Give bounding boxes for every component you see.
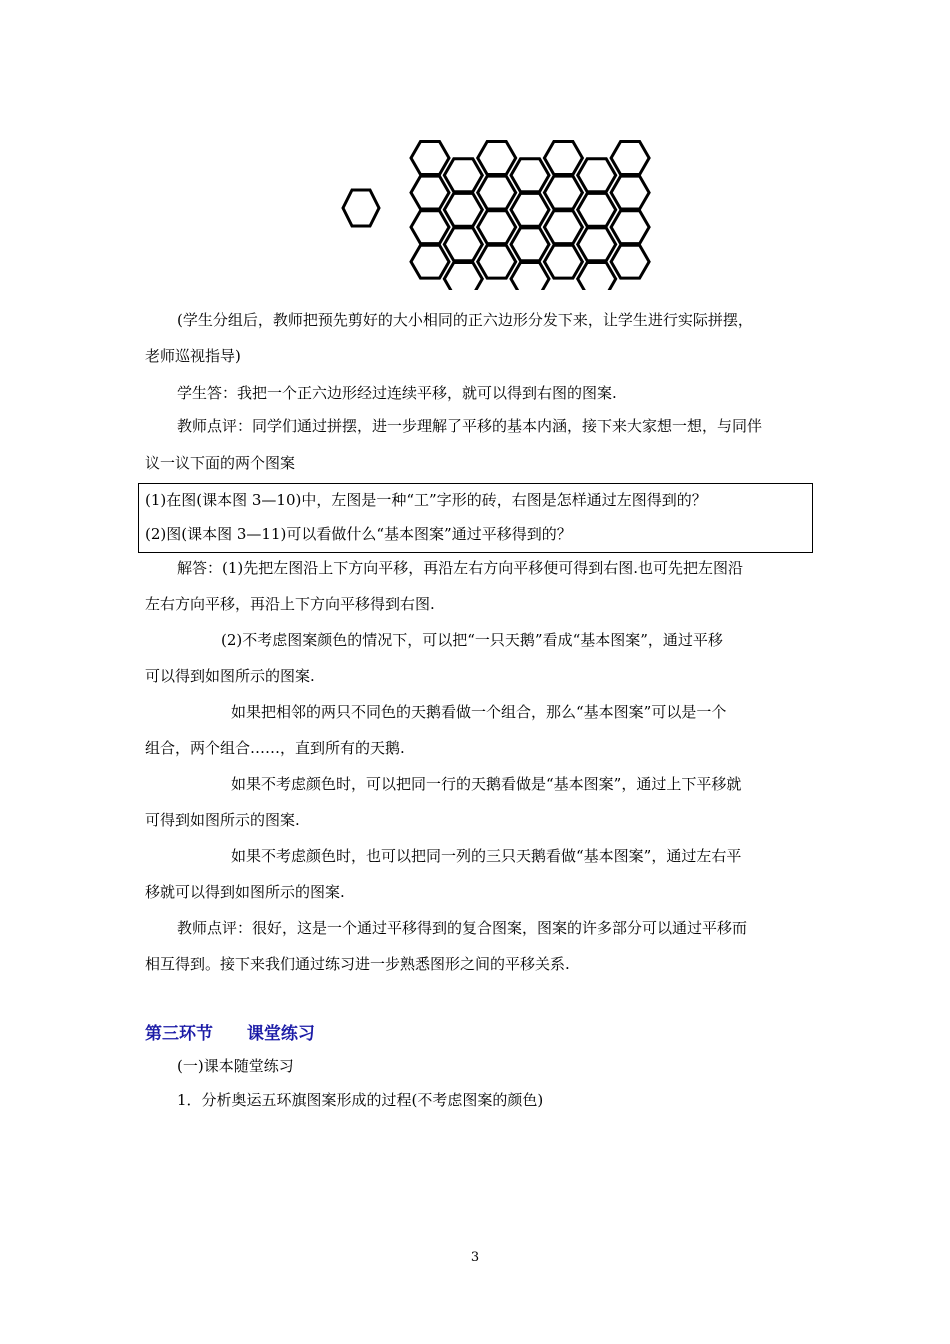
hexagon-cell	[411, 176, 449, 209]
hexagon-cell	[511, 193, 549, 226]
paragraph-line: 可得到如图所示的图案.	[145, 811, 300, 829]
hexagon-cell	[411, 211, 449, 244]
hexagon-cell	[611, 211, 649, 244]
hexagon-cell	[544, 176, 582, 209]
single-hexagon	[343, 190, 379, 226]
paragraph-line: 议一议下面的两个图案	[145, 454, 296, 472]
paragraph-line: 如果把相邻的两只不同色的天鹅看做一个组合，那么“基本图案”可以是一个	[231, 703, 727, 721]
hexagon-cell	[611, 176, 649, 209]
hexagon-tiling	[411, 142, 649, 291]
paragraph-line: (2)不考虑图案颜色的情况下，可以把“一只天鹅”看成“基本图案”，通过平移	[221, 631, 723, 649]
hexagon-cell	[578, 263, 616, 291]
hexagon-cell	[578, 193, 616, 226]
hexagon-cell	[611, 142, 649, 175]
hexagon-cell	[478, 245, 516, 278]
paragraph-line: 移就可以得到如图所示的图案.	[145, 883, 345, 901]
paragraph-line: 教师点评：同学们通过拼摆，进一步理解了平移的基本内涵，接下来大家想一想，与同伴	[177, 417, 763, 435]
hexagon-cell	[478, 176, 516, 209]
question-2: (2)图(课本图 3—11)可以看做什么“基本图案”通过平移得到的？	[145, 525, 572, 543]
paragraph-line: 组合，两个组合……，直到所有的天鹅.	[145, 739, 405, 757]
hexagon-cell	[544, 142, 582, 175]
page-number: 3	[470, 1250, 480, 1265]
hexagon-cell	[578, 159, 616, 192]
paragraph-line: (学生分组后，教师把预先剪好的大小相同的正六边形分发下来，让学生进行实际拼摆，	[177, 311, 753, 329]
hexagon-cell	[578, 228, 616, 261]
hexagon-cell	[478, 142, 516, 175]
paragraph-line: 左右方向平移，再沿上下方向平移得到右图.	[145, 595, 435, 613]
hexagon-cell	[511, 263, 549, 291]
hexagon-figure	[320, 130, 670, 290]
paragraph-line: 教师点评：很好，这是一个通过平移得到的复合图案，图案的许多部分可以通过平移而	[177, 919, 748, 937]
paragraph-line: 学生答：我把一个正六边形经过连续平移，就可以得到右图的图案.	[177, 384, 617, 402]
question-1: (1)在图(课本图 3—10)中，左图是一种“工”字形的砖，右图是怎样通过左图得到的？	[145, 491, 707, 509]
hexagon-cell	[444, 193, 482, 226]
hexagon-cell	[478, 211, 516, 244]
hexagon-cell	[444, 263, 482, 291]
hexagon-cell	[544, 245, 582, 278]
hexagon-cell	[411, 245, 449, 278]
hexagon-cell	[544, 211, 582, 244]
hexagon-cell	[411, 142, 449, 175]
exercise-item: 1．分析奥运五环旗图案形成的过程(不考虑图案的颜色)	[177, 1091, 544, 1109]
subsection-title: (一)课本随堂练习	[177, 1057, 294, 1075]
paragraph-line: 解答：(1)先把左图沿上下方向平移，再沿左右方向平移便可得到右图.也可先把左图沿	[177, 559, 744, 577]
paragraph-line: 可以得到如图所示的图案.	[145, 667, 315, 685]
section-heading	[145, 1019, 315, 1044]
hexagon-cell	[444, 159, 482, 192]
hexagon-cell	[444, 228, 482, 261]
hexagon-cell	[511, 228, 549, 261]
paragraph-line: 相互得到。接下来我们通过练习进一步熟悉图形之间的平移关系.	[145, 955, 570, 973]
section-label: 第三环节	[145, 1024, 213, 1044]
question-box	[138, 483, 813, 553]
hexagon-cell	[511, 159, 549, 192]
paragraph-line: 老师巡视指导)	[145, 347, 241, 365]
hexagon-cell	[611, 245, 649, 278]
paragraph-line: 如果不考虑颜色时，可以把同一行的天鹅看做是“基本图案”，通过上下平移就	[231, 775, 742, 793]
section-title: 课堂练习	[246, 1024, 315, 1044]
paragraph-line: 如果不考虑颜色时，也可以把同一列的三只天鹅看做“基本图案”，通过左右平	[231, 847, 742, 865]
